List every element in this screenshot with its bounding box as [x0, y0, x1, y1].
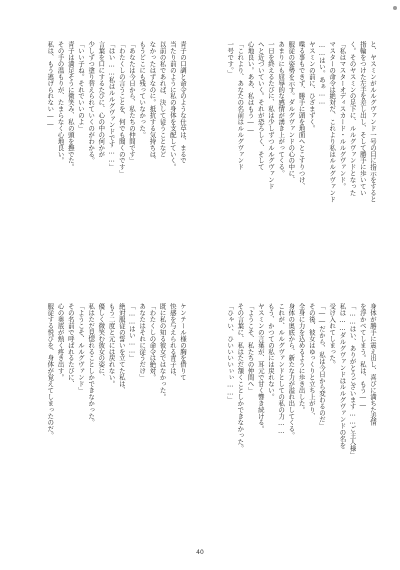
- text-line: く。そのヤスミンの足下に、ルルグヴァンドとなった: [348, 41, 357, 196]
- text-line: 指輪をつけた左手を差し出し、そして勝手に歩いてい: [358, 41, 367, 196]
- text-line: ヤスミンの前に、ひざまずく。: [307, 41, 316, 132]
- text-line: 服従する悦びを、身体が覚えてしまったのだ。: [46, 303, 55, 439]
- text-line: 一日を終えるたびに、私は少しずつルルグヴァンド: [266, 41, 275, 190]
- text-line: 私は……ダルグヴァンドはルルグヴァンドの名を: [338, 303, 347, 449]
- text-line: その後、彼女はゆっくりと立ち上がり、: [307, 303, 316, 420]
- text-line: 青子の口調と命令のような仕草は、まるで: [179, 41, 187, 164]
- text-line: ケンテール様の胸を借りて: [179, 303, 187, 381]
- text-line: ヤスミンの言葉が、耳元で甘く響き続ける。: [256, 303, 265, 432]
- text-line: 一号です。」: [226, 41, 235, 77]
- text-line: 受け入れてしまった。: [328, 303, 337, 368]
- text-line: 「……はい、ありがとうございます……ご主人様」: [348, 303, 357, 458]
- text-line: もう二度と元には戻れない。: [107, 303, 116, 387]
- text-line: その言葉に、私はただ頷くことしかできなかった。: [236, 303, 245, 452]
- text-line: 私はただ見惚れることしかできなかった。: [87, 303, 96, 426]
- text-block-left-upper: [20, 41, 188, 285]
- text-line: ……はい。あぁ……: [317, 41, 326, 106]
- text-block-right-lower: [210, 303, 378, 535]
- text-line: 服従の姿勢を示す。ダルグヴァンドの心の中に、: [287, 41, 296, 183]
- page-number: 40: [196, 549, 204, 556]
- text-line: 優しく微笑む彼女の姿に、: [97, 303, 106, 381]
- text-line: 当たり前のように私の身体を支配していく。: [168, 41, 177, 170]
- text-line: 喋る事もできず、勝手に頭を地面へとこすりつけ、: [297, 41, 306, 190]
- text-line: なかったはずなのに。抵抗する気持ちは、: [148, 41, 157, 164]
- text-line: 少しずつ塗り替えられていくのがわかる。: [87, 41, 96, 164]
- text-line: へと近づいていく。それが恐ろしく、そして: [256, 41, 265, 170]
- text-line: 「……はい……」: [127, 303, 136, 361]
- text-line: 「わたくしの命令は絶対。: [148, 303, 157, 381]
- text-line: と、ヤスミンがルルグヴァンド一号の目に指示をすると: [369, 41, 377, 203]
- text-line: 「これより、あなたの名前はルルグヴァンド: [236, 41, 245, 170]
- text-line: 身体の奥底から、新たな力が溢れ出してくる。: [287, 303, 296, 439]
- text-line: マスターの命令は絶対だ、これより私はルルグヴァンド: [328, 41, 337, 203]
- text-line: 言葉を口にするたびに、心の中の何かが: [97, 41, 106, 158]
- text-line: 「あなたは今日から、私たちの仲間です」: [127, 41, 136, 164]
- text-line: その手の温もりが、たまらなく心地良い。: [56, 41, 65, 164]
- text-block-left-lower: [20, 303, 188, 535]
- text-line: これが、ルルグヴァンドとしての私の力……: [277, 303, 286, 436]
- text-line: 身体が勝手に震え出し、喜びに満ちた表情: [369, 303, 377, 426]
- text-line: 心地良い。ああ、私はもう――: [246, 41, 255, 135]
- text-line: 既に私の知る彼女ではなかった。: [158, 303, 167, 400]
- text-line: 私は、もう逃げられない――: [46, 41, 55, 129]
- text-line: その名前で呼ばれるたびに、: [66, 303, 75, 387]
- text-line: 快感を与えられる青子は、: [168, 303, 177, 381]
- text-line: 心の奥底が熱く疼き出す。: [56, 303, 65, 381]
- text-line: あまりにも屈辱的な感情が湧き上がってくる。: [277, 41, 286, 177]
- text-line: 青子は満足そうに微笑み、私の頭を撫でた。: [66, 41, 75, 170]
- text-line: 「私はマスターオディスカード・ルルグヴァンド。: [338, 41, 347, 190]
- text-block-right-upper: [210, 41, 378, 285]
- text-line: 「わたくしの言うことを、何でも聞くのです」: [117, 41, 126, 177]
- text-line: 「――だから、私は今日から変わるのだ」: [317, 303, 326, 429]
- text-line: 絶対服従の誓いを立てた私は、: [117, 303, 126, 394]
- text-line: 「はい……私はルルグヴァンドです……」: [107, 41, 116, 170]
- text-line: 全身に力を込めるように歩き出した。: [297, 303, 306, 413]
- text-line: 以前の私であれば、決して従うことなど: [158, 41, 167, 158]
- text-line: 「ようこそ、私たちの仲間へ」: [246, 303, 255, 394]
- text-line: 「ようこそ、ルルグヴァンド」: [76, 303, 85, 394]
- text-line: あなたはそれに従うだけ」: [138, 303, 147, 381]
- text-line: もう、かつての私には戻れない。: [266, 303, 275, 400]
- text-line: を浮かべてしまう。私は、もう――: [358, 303, 367, 410]
- punch-mark-icon: [393, 6, 397, 10]
- text-line: 「ひゃい、ひいいいいぃぃ……」: [226, 303, 235, 403]
- text-line: もうどこにも残っていなかった。: [138, 41, 147, 138]
- text-line: 「いい子ね。それでいいのよ」: [76, 41, 85, 132]
